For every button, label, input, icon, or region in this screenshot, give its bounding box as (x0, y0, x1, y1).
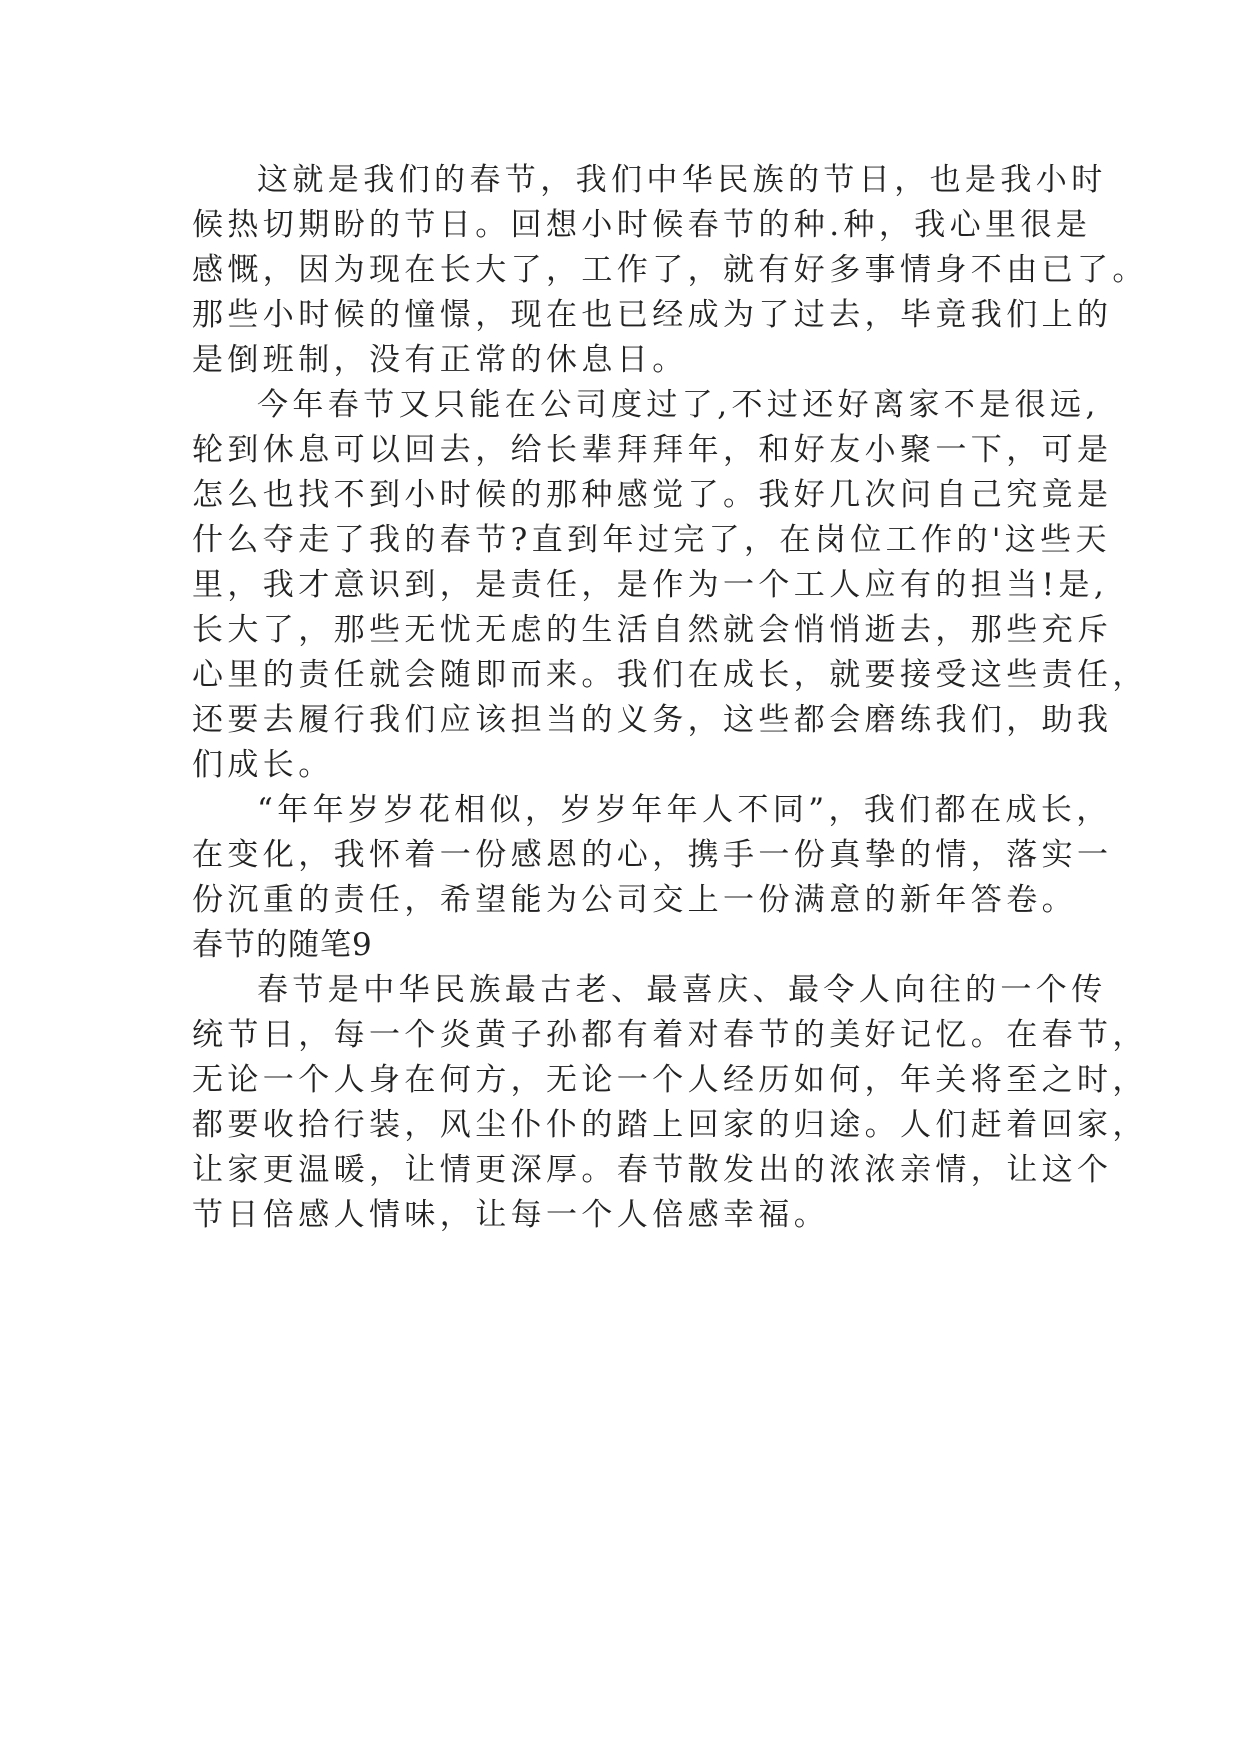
paragraph-line: 让家更温暖，让情更深厚。春节散发出的浓浓亲情，让这个 (192, 1152, 1113, 1188)
paragraph-line: 在变化，我怀着一份感恩的心，携手一份真挚的情，落实一 (192, 837, 1113, 873)
paragraph-line: 长大了，那些无忧无虑的生活自然就会悄悄逝去，那些充斥 (192, 612, 1113, 648)
paragraph-line: 今年春节又只能在公司度过了,不过还好离家不是很远, (257, 387, 1100, 423)
paragraph-line: 怎么也找不到小时候的那种感觉了。我好几次问自己究竟是 (192, 477, 1113, 513)
paragraph-line: 是倒班制，没有正常的休息日。 (192, 342, 688, 378)
paragraph-line: 感慨，因为现在长大了，工作了，就有好多事情身不由已了。 (192, 252, 1148, 288)
paragraph-line: 春节是中华民族最古老、最喜庆、最令人向往的一个传 (257, 972, 1107, 1008)
paragraph-line: 们成长。 (192, 747, 334, 783)
paragraph-line: 都要收拾行装，风尘仆仆的踏上回家的归途。人们赶着回家， (192, 1107, 1148, 1143)
paragraph-line: 份沉重的责任，希望能为公司交上一份满意的新年答卷。 (192, 882, 1077, 918)
paragraph-line: 轮到休息可以回去，给长辈拜拜年，和好友小聚一下，可是 (192, 432, 1113, 468)
paragraph-line: 里，我才意识到，是责任，是作为一个工人应有的担当!是, (192, 567, 1109, 603)
paragraph-line: 统节日，每一个炎黄子孙都有着对春节的美好记忆。在春节， (192, 1017, 1148, 1053)
paragraph-line: “年年岁岁花相似，岁岁年年人不同”，我们都在成长， (257, 792, 1112, 828)
paragraph-line: 那些小时候的憧憬，现在也已经成为了过去，毕竟我们上的 (192, 297, 1113, 333)
paragraph-line: 这就是我们的春节，我们中华民族的节日，也是我小时 (257, 162, 1107, 198)
paragraph-line: 心里的责任就会随即而来。我们在成长，就要接受这些责任， (192, 657, 1148, 693)
paragraph-line: 节日倍感人情味，让每一个人倍感幸福。 (192, 1197, 830, 1233)
paragraph-line: 无论一个人身在何方，无论一个人经历如何，年关将至之时， (192, 1062, 1148, 1098)
paragraph-line: 还要去履行我们应该担当的义务，这些都会磨练我们，助我 (192, 702, 1113, 738)
section-title: 春节的随笔9 (192, 927, 373, 963)
paragraph-line: 候热切期盼的节日。回想小时候春节的种.种，我心里很是 (192, 207, 1092, 243)
paragraph-line: 什么夺走了我的春节?直到年过完了，在岗位工作的'这些天 (192, 522, 1111, 558)
